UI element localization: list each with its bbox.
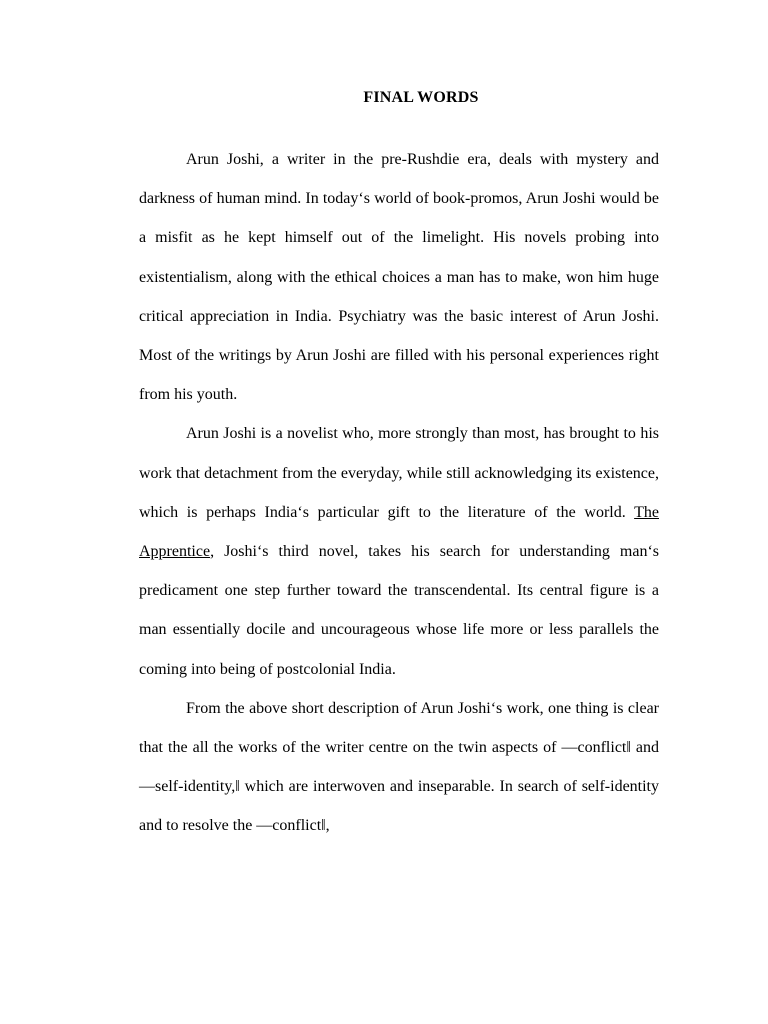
paragraph-2-text-after: , Joshi‘s third novel, takes his search for understanding man‘s predicament one step further toward the transcendental. Its central figure is a man essentially docile and uncourageous whose life more or less parallels the coming into being of postcolonial India. [139, 543, 659, 678]
book-title-the-apprentice: The Apprentice [139, 503, 659, 561]
paragraph-1: Arun Joshi, a writer in the pre-Rushdie era, deals with mystery and darkness of human mind. In today‘s world of book-promos, Arun Joshi would be a misfit as he kept himself out of the limelight. His novels probing into existentialism, along with the ethical choices a man has to make, won him huge critical appreciation in India. Psychiatry was the basic interest of Arun Joshi. Most of the writings by Arun Joshi are filled with his personal experiences right from his youth. [139, 151, 659, 404]
page-title: FINAL WORDS [363, 89, 479, 106]
paragraph-3: From the above short description of Arun Joshi‘s work, one thing is clear that the all the works of the writer centre on the twin aspects of ―conflict‖ and ―self-identity,‖ which are interwoven and inseparable. In search of self-identity and to resolve the ―conflict‖, [139, 699, 659, 835]
document-body [139, 140, 659, 846]
paragraph-2-text-before: Arun Joshi is a novelist who, more strongly than most, has brought to his work that detachment from the everyday, while still acknowledging its existence, which is perhaps India‘s particular gift to the literature of the world. [139, 425, 659, 521]
paragraph-2 [139, 414, 659, 688]
